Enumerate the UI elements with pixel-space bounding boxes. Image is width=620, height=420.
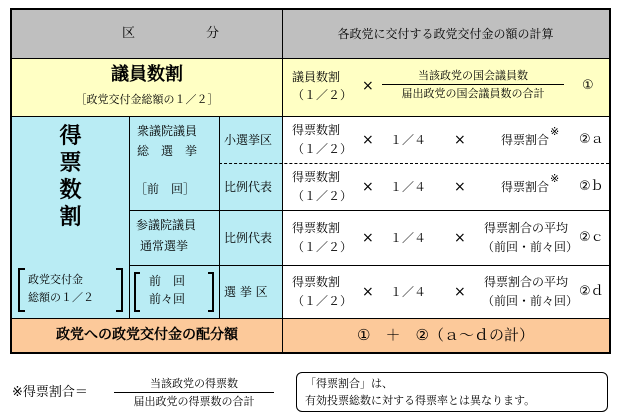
shugiin-a: 衆議院議員 xyxy=(137,124,198,138)
prev-bracket-left xyxy=(134,272,140,312)
allocation-table xyxy=(10,8,611,354)
grid-line xyxy=(129,116,130,318)
header-ku: 区 xyxy=(122,26,136,41)
seat-times: × xyxy=(362,78,374,94)
vote-title-char: 得 xyxy=(59,124,82,149)
seat-mark: ① xyxy=(582,78,594,93)
district-label: 小選挙区 xyxy=(224,132,273,147)
row-lhs-a: 得票数割 xyxy=(292,122,341,137)
row-quarter: １／４ xyxy=(390,230,427,245)
sangiin-a: 参議院議員 xyxy=(136,218,197,232)
seat-subtitle: ［政党交付金総額の１／２］ xyxy=(75,93,219,106)
grid-line xyxy=(12,58,609,59)
row-lhs-b: （１／２） xyxy=(292,188,353,203)
row-mark: ②ｄ xyxy=(579,283,604,299)
row-times2: × xyxy=(454,283,466,300)
total-label: 政党への政党交付金の配分額 xyxy=(56,327,238,343)
vote-note-a: 政党交付金 xyxy=(28,273,83,286)
grid-line xyxy=(129,265,609,266)
total-formula: ① ＋ ②（ａ～ｄの計） xyxy=(357,326,534,344)
row-lhs-a: 得票数割 xyxy=(292,274,341,289)
row-mark: ②ｂ xyxy=(579,178,604,194)
fraction-bar xyxy=(114,392,274,393)
row-times1: × xyxy=(362,283,374,300)
footnote-num: 当該政党の得票数 xyxy=(150,377,238,390)
right-bracket xyxy=(116,268,123,312)
row-lhs-b: （１／２） xyxy=(292,141,353,156)
row-times1: × xyxy=(362,229,374,246)
vote-note-b: 総額の１／２ xyxy=(28,291,94,304)
footnote-lhs: ※得票割合＝ xyxy=(12,385,88,400)
grid-dash xyxy=(219,163,609,164)
vote-title-char: 数 xyxy=(59,178,82,203)
district-label: 比例代表 xyxy=(224,179,273,194)
row-mark: ②ｃ xyxy=(579,229,604,245)
grid-line xyxy=(129,210,609,211)
seat-fraction xyxy=(382,68,564,101)
row-rhs-b: （前回・前々回） xyxy=(482,293,579,308)
seat-title: 議員数割 xyxy=(111,64,183,85)
row-times2: × xyxy=(454,131,466,148)
row-times2: × xyxy=(454,229,466,246)
left-bracket xyxy=(18,268,25,312)
row-lhs-b: （１／２） xyxy=(292,239,353,254)
header-bun: 分 xyxy=(206,26,220,41)
header-right: 各政党に交付する政党交付金の額の計算 xyxy=(337,27,554,41)
row-mark: ②ａ xyxy=(579,131,604,147)
seat-fraction-den: 届出政党の国会議員数の合計 xyxy=(401,87,545,100)
sangiin-b: 通常選挙 xyxy=(140,239,189,253)
row-rhs-a: 得票割合の平均 xyxy=(484,274,569,289)
prev2-b: 前々回 xyxy=(149,292,186,306)
footnote-fraction xyxy=(114,376,274,409)
row-asterisk: ※ xyxy=(550,124,560,138)
row-asterisk: ※ xyxy=(550,171,560,185)
grid-line xyxy=(282,10,283,352)
row-quarter: １／４ xyxy=(390,284,427,299)
district-label: 選 挙 区 xyxy=(224,284,268,299)
row-quarter: １／４ xyxy=(390,179,427,194)
row-times1: × xyxy=(362,131,374,148)
seat-lhs-b: （１／２） xyxy=(292,88,353,102)
row-lhs-a: 得票数割 xyxy=(292,220,341,235)
grid-line xyxy=(12,116,609,117)
prev-bracket-right xyxy=(208,272,214,312)
grid-line xyxy=(12,318,609,319)
fraction-bar xyxy=(382,84,564,85)
footnote-den: 届出政党の得票数の合計 xyxy=(133,395,255,408)
grid-line xyxy=(219,116,220,318)
seat-fraction-num: 当該政党の国会議員数 xyxy=(418,69,528,82)
prev-election: ［前 回］ xyxy=(135,182,196,196)
row-times1: × xyxy=(362,178,374,195)
row-lhs-a: 得票数割 xyxy=(292,169,341,184)
footnote-box xyxy=(296,372,608,412)
row-rhs-a: 得票割合 xyxy=(501,179,550,194)
row-lhs-b: （１／２） xyxy=(292,293,353,308)
row-quarter: １／４ xyxy=(390,132,427,147)
seat-lhs-a: 議員数割 xyxy=(292,70,341,84)
district-label: 比例代表 xyxy=(224,230,273,245)
prev2-a: 前 回 xyxy=(149,274,186,288)
row-rhs-b: （前回・前々回） xyxy=(482,239,579,254)
footnote-box-b: 有効投票総数に対する得票率とは異なります。 xyxy=(305,394,536,407)
vote-title-char: 票 xyxy=(59,151,82,176)
row-rhs-a: 得票割合の平均 xyxy=(484,220,569,235)
shugiin-b: 総 選 挙 xyxy=(137,144,198,158)
row-times2: × xyxy=(454,178,466,195)
footnote-box-a: 「得票割合」は、 xyxy=(305,377,393,390)
vote-title-char: 割 xyxy=(59,205,82,230)
row-rhs-a: 得票割合 xyxy=(501,132,550,147)
